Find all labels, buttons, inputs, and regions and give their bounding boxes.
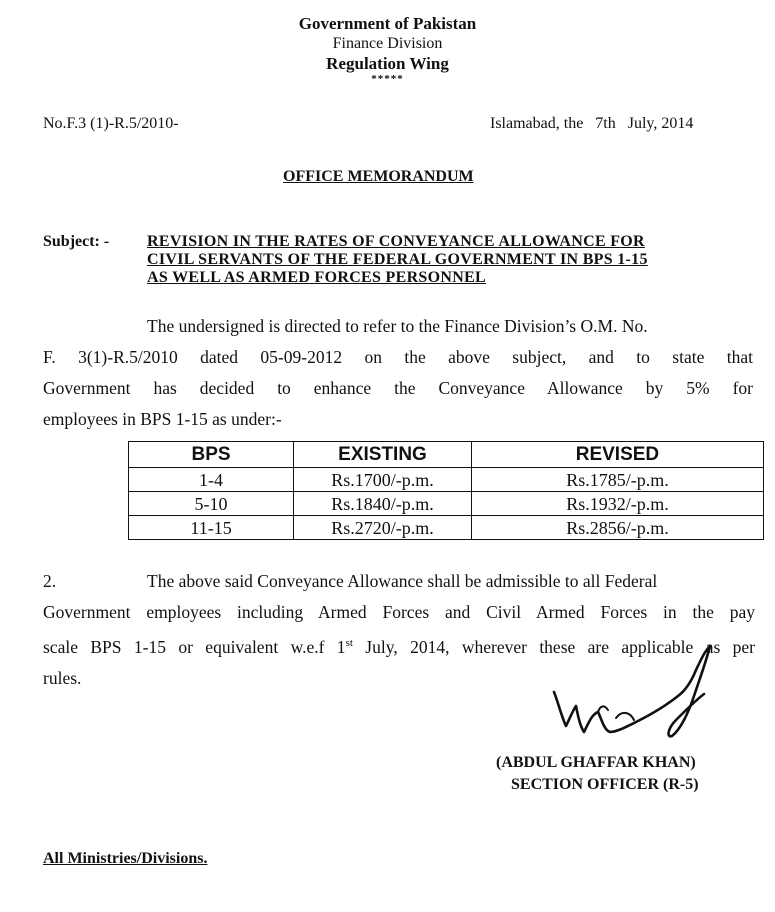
subject-title xyxy=(147,233,648,287)
cell-existing: Rs.1840/-p.m. xyxy=(294,492,472,516)
para2-line-3b: July, 2014, wherever these are applicable as per xyxy=(352,636,755,657)
header-wing: Regulation Wing xyxy=(326,54,449,73)
cell-bps: 1-4 xyxy=(129,468,294,492)
table-header-row xyxy=(129,442,764,468)
para1-line-2: F. 3(1)-R.5/2010 dated 05-09-2012 on the above subject, and to state that xyxy=(43,347,753,367)
table-row xyxy=(129,492,764,516)
para2-superscript: st xyxy=(345,637,353,649)
subject-line-3: AS WELL AS ARMED FORCES PERSONNEL xyxy=(147,269,487,286)
header-existing: EXISTING xyxy=(294,442,472,468)
para2-line-1-wrap xyxy=(43,566,755,597)
signature-image xyxy=(540,640,740,755)
rates-table xyxy=(128,441,764,540)
para1-line-3: Government has decided to enhance the Conveyance Allowance by 5% for xyxy=(43,378,753,398)
para1-line-4: employees in BPS 1-15 as under:- xyxy=(43,409,282,429)
header-bps: BPS xyxy=(129,442,294,468)
distribution-line: All Ministries/Divisions. xyxy=(43,850,208,867)
subject-line-2: CIVIL SERVANTS OF THE FEDERAL GOVERNMENT IN BPS 1-15 xyxy=(147,251,648,268)
subject-label: Subject: - xyxy=(43,233,110,250)
table-row xyxy=(129,516,764,540)
memo-title: OFFICE MEMORANDUM xyxy=(283,168,474,185)
para2-line-3a: scale BPS 1-15 or equivalent w.e.f 1 xyxy=(43,636,346,657)
header-government: Government of Pakistan xyxy=(298,14,477,33)
place-date xyxy=(490,115,693,133)
para2-line-4: rules. xyxy=(43,667,82,688)
para1-line-1: The undersigned is directed to refer to the Finance Division’s O.M. No. xyxy=(147,316,648,336)
place-date-prefix: Islamabad, the xyxy=(490,115,584,132)
header-division: Finance Division xyxy=(332,35,443,52)
subject-line-1: REVISION IN THE RATES OF CONVEYANCE ALLOWANCE FOR xyxy=(147,233,645,250)
cell-existing: Rs.2720/-p.m. xyxy=(294,516,472,540)
signatory-designation: SECTION OFFICER (R-5) xyxy=(511,776,699,793)
para2-line-2: Government employees including Armed Forces and Civil Armed Forces in the pay xyxy=(43,602,755,622)
paragraph-1 xyxy=(43,311,753,435)
cell-bps: 5-10 xyxy=(129,492,294,516)
cell-existing: Rs.1700/-p.m. xyxy=(294,468,472,492)
cell-revised: Rs.1785/-p.m. xyxy=(471,468,763,492)
cell-revised: Rs.1932/-p.m. xyxy=(471,492,763,516)
cell-bps: 11-15 xyxy=(129,516,294,540)
table-row xyxy=(129,468,764,492)
date-month-year: July, 2014 xyxy=(627,115,694,132)
para2-line-1: The above said Conveyance Allowance shall be admissible to all Federal xyxy=(147,571,658,591)
cell-revised: Rs.2856/-p.m. xyxy=(471,516,763,540)
header-stars: ***** xyxy=(371,73,404,85)
signatory-name: (ABDUL GHAFFAR KHAN) xyxy=(496,754,696,771)
file-number: No.F.3 (1)-R.5/2010- xyxy=(43,115,179,132)
para2-number: 2. xyxy=(43,571,57,591)
header-revised: REVISED xyxy=(471,442,763,468)
date-day: 7th xyxy=(595,115,616,132)
